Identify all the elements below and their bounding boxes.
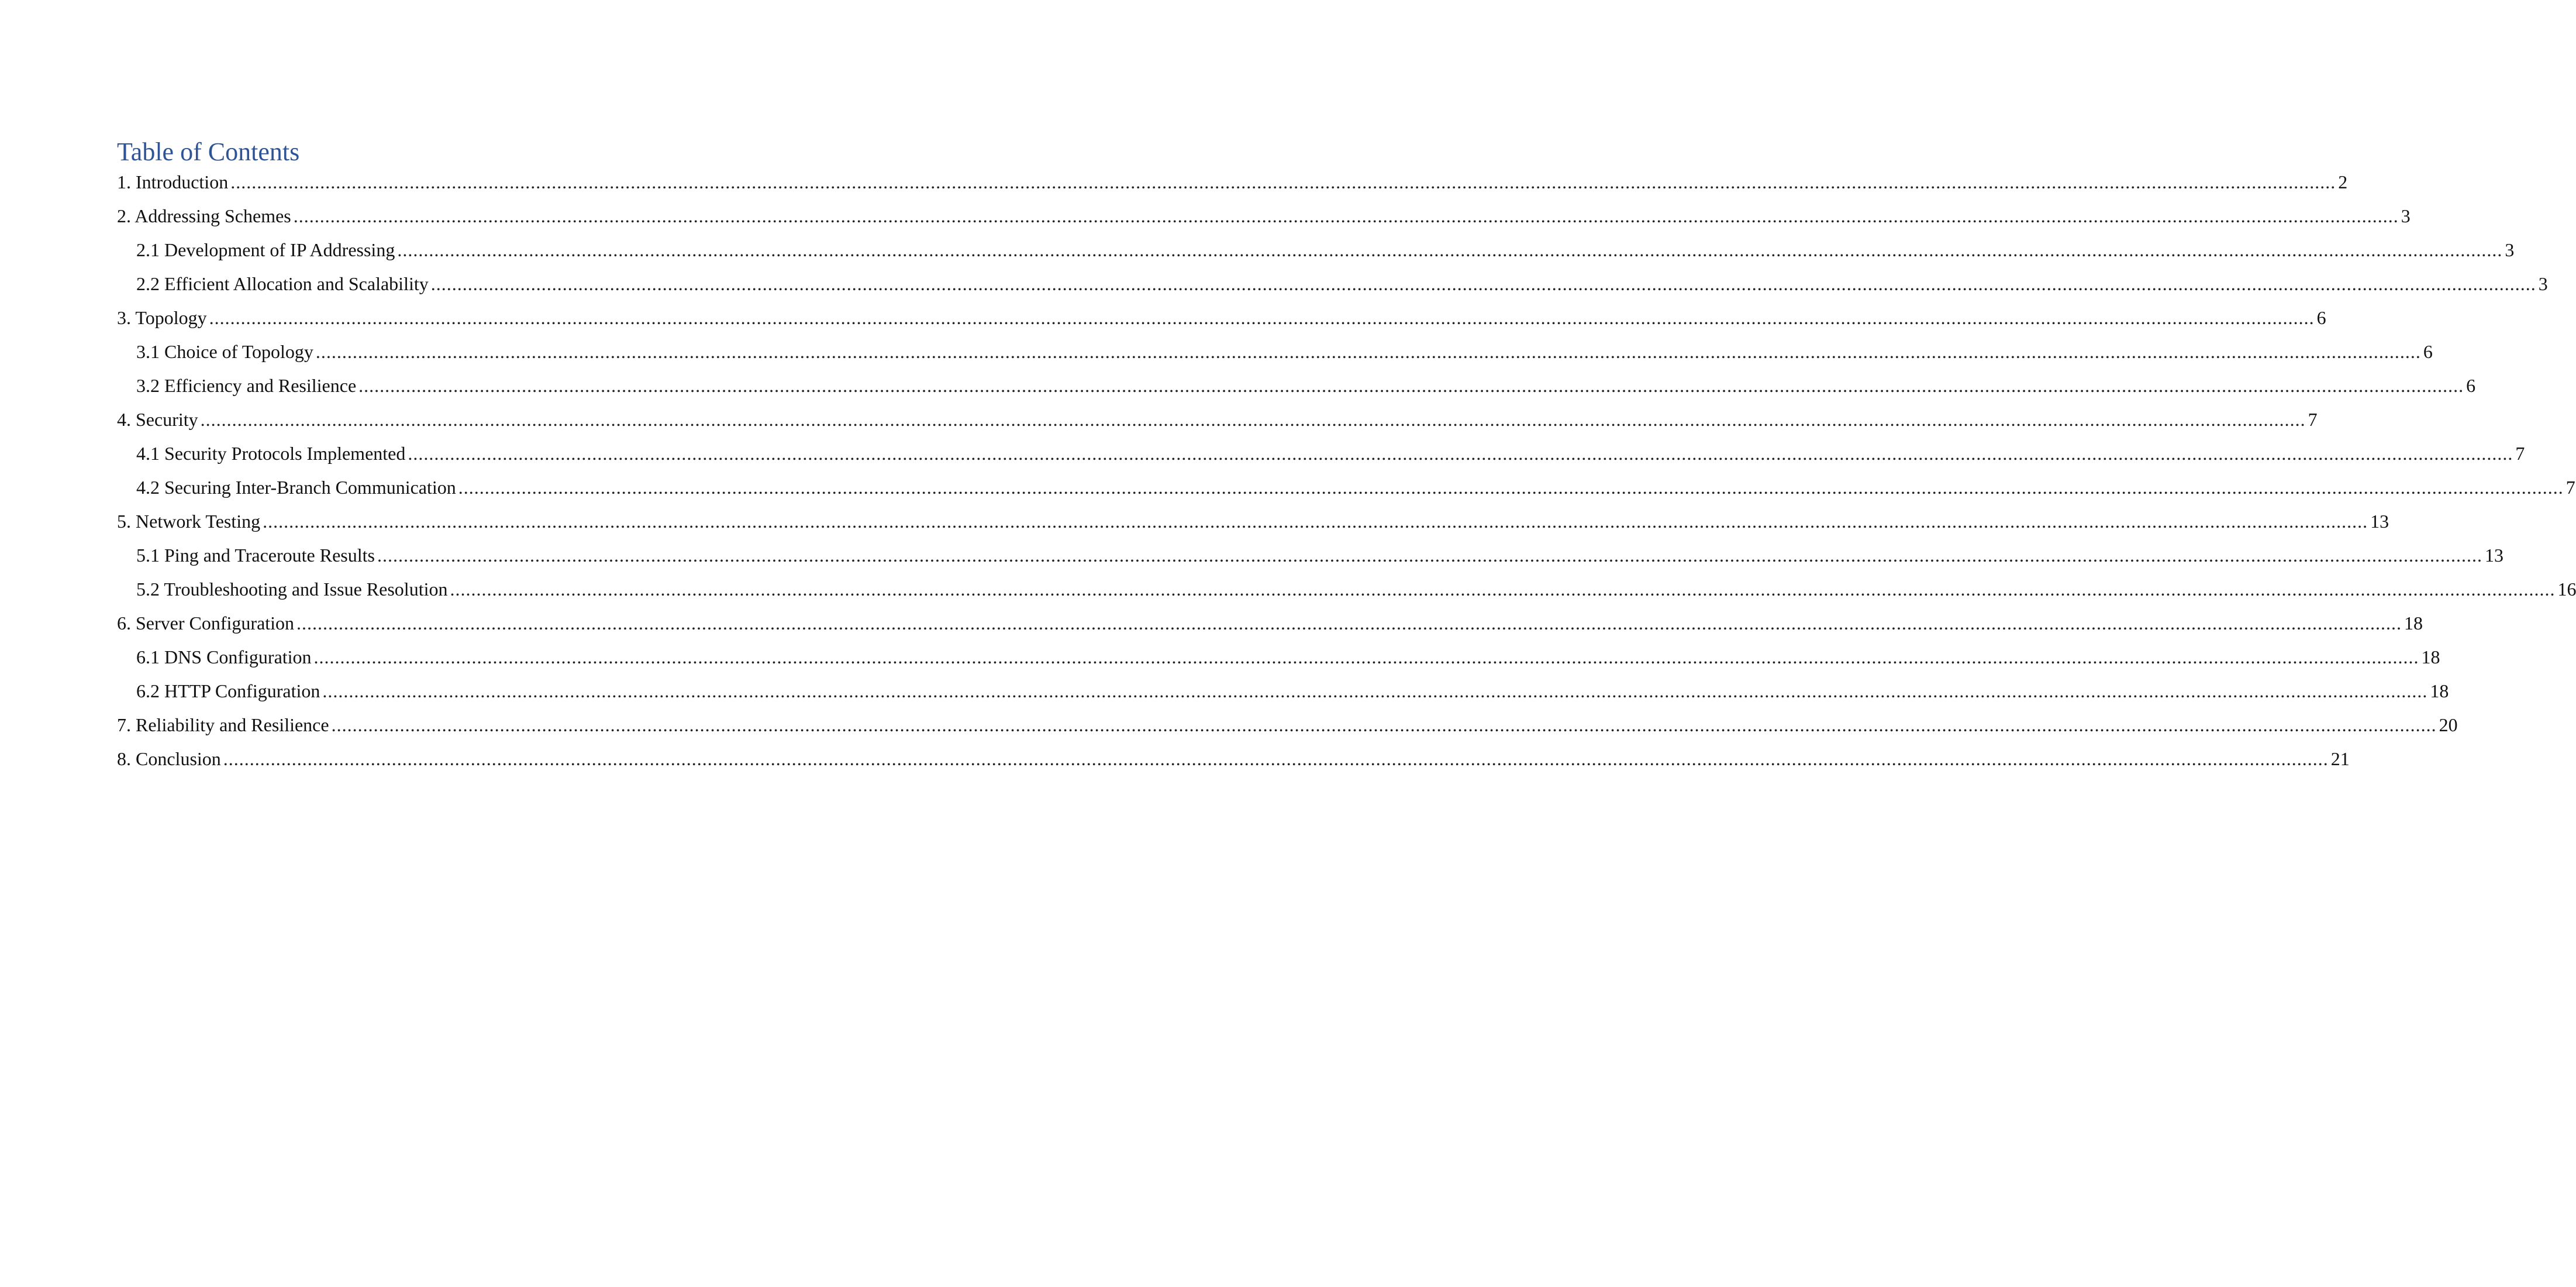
- toc-dot-leader: ................................................................................................................................................................................................................................................................................................................................................................................................................: [377, 545, 2482, 566]
- toc-entry-page: 7: [2565, 477, 2575, 498]
- toc-entry-label: 4.1 Security Protocols Implemented: [136, 443, 406, 464]
- toc-entry[interactable]: [117, 402, 2318, 436]
- toc-entry-page: 3: [2538, 273, 2548, 294]
- toc-entry[interactable]: [117, 674, 2449, 708]
- toc-entry-label: 3.1 Choice of Topology: [136, 341, 313, 362]
- toc-dot-leader: ................................................................................................................................................................................................................................................................................................................................................................................................................: [313, 646, 2419, 667]
- toc-entry-page: 21: [2330, 748, 2350, 769]
- toc-entry-label: 3. Topology: [117, 307, 207, 328]
- toc-entry[interactable]: [117, 504, 2389, 538]
- toc-dot-leader: ................................................................................................................................................................................................................................................................................................................................................................................................................: [458, 477, 2564, 498]
- toc-entry-label: 5.2 Troubleshooting and Issue Resolution: [136, 579, 448, 600]
- toc-dot-leader: ................................................................................................................................................................................................................................................................................................................................................................................................................: [331, 714, 2437, 735]
- toc-entry-page: 18: [2430, 680, 2449, 701]
- toc-entry-page: 18: [2421, 646, 2440, 667]
- toc-dot-leader: ................................................................................................................................................................................................................................................................................................................................................................................................................: [200, 409, 2306, 430]
- toc-dot-leader: ................................................................................................................................................................................................................................................................................................................................................................................................................: [209, 307, 2315, 328]
- toc-entry-page: 18: [2404, 612, 2423, 634]
- toc-entry[interactable]: [117, 538, 2503, 572]
- toc-entry-label: 2. Addressing Schemes: [117, 205, 291, 226]
- toc-entry-label: 6.2 HTTP Configuration: [136, 680, 320, 701]
- toc-entry-label: 7. Reliability and Resilience: [117, 714, 329, 735]
- toc-entry-label: 8. Conclusion: [117, 748, 221, 769]
- toc-entry-page: 6: [2423, 341, 2433, 362]
- toc-entry[interactable]: [117, 436, 2525, 470]
- toc-list: [117, 165, 2576, 776]
- toc-entry-label: 4.2 Securing Inter-Branch Communication: [136, 477, 456, 498]
- toc-dot-leader: ................................................................................................................................................................................................................................................................................................................................................................................................................: [358, 375, 2464, 396]
- toc-entry[interactable]: [117, 301, 2326, 335]
- toc-dot-leader: ................................................................................................................................................................................................................................................................................................................................................................................................................: [450, 579, 2556, 600]
- toc-entry[interactable]: [117, 606, 2423, 640]
- toc-entry-label: 2.2 Efficient Allocation and Scalability: [136, 273, 429, 294]
- toc-dot-leader: ................................................................................................................................................................................................................................................................................................................................................................................................................: [263, 511, 2368, 532]
- toc-entry-page: 20: [2439, 714, 2458, 735]
- toc-dot-leader: ................................................................................................................................................................................................................................................................................................................................................................................................................: [230, 171, 2336, 192]
- toc-dot-leader: ................................................................................................................................................................................................................................................................................................................................................................................................................: [223, 748, 2329, 769]
- toc-entry-label: 2.1 Development of IP Addressing: [136, 239, 395, 260]
- toc-entry-page: 3: [2401, 205, 2411, 226]
- toc-entry[interactable]: [117, 742, 2350, 776]
- toc-entry-label: 4. Security: [117, 409, 198, 430]
- toc-entry[interactable]: [117, 572, 2576, 606]
- toc-dot-leader: ................................................................................................................................................................................................................................................................................................................................................................................................................: [430, 273, 2536, 294]
- toc-entry-label: 3.2 Efficiency and Resilience: [136, 375, 357, 396]
- toc-entry[interactable]: [117, 233, 2515, 267]
- toc-title: Table of Contents: [117, 137, 300, 166]
- toc-dot-leader: ................................................................................................................................................................................................................................................................................................................................................................................................................: [315, 341, 2421, 362]
- toc-entry[interactable]: [117, 267, 2548, 301]
- toc-dot-leader: ................................................................................................................................................................................................................................................................................................................................................................................................................: [397, 239, 2503, 260]
- toc-entry-label: 6. Server Configuration: [117, 612, 295, 634]
- toc-entry-label: 6.1 DNS Configuration: [136, 646, 312, 667]
- toc-entry[interactable]: [117, 199, 2411, 233]
- toc-entry[interactable]: [117, 640, 2440, 674]
- toc-entry[interactable]: [117, 165, 2348, 199]
- toc-entry-page: 13: [2370, 511, 2389, 532]
- toc-dot-leader: ................................................................................................................................................................................................................................................................................................................................................................................................................: [293, 205, 2399, 226]
- toc-dot-leader: ................................................................................................................................................................................................................................................................................................................................................................................................................: [296, 612, 2402, 634]
- toc-entry-page: 6: [2466, 375, 2476, 396]
- toc-entry-label: 1. Introduction: [117, 171, 229, 192]
- toc-entry-page: 7: [2308, 409, 2318, 430]
- toc-entry[interactable]: [117, 369, 2476, 402]
- toc-dot-leader: ................................................................................................................................................................................................................................................................................................................................................................................................................: [322, 680, 2428, 701]
- toc-entry-page: 7: [2515, 443, 2525, 464]
- toc-entry-page: 13: [2484, 545, 2503, 566]
- toc-entry-page: 6: [2316, 307, 2326, 328]
- toc-entry[interactable]: [117, 708, 2458, 742]
- toc-entry-label: 5. Network Testing: [117, 511, 261, 532]
- toc-entry-page: 3: [2505, 239, 2515, 260]
- toc-dot-leader: ................................................................................................................................................................................................................................................................................................................................................................................................................: [408, 443, 2513, 464]
- toc-entry-page: 2: [2338, 171, 2348, 192]
- toc-entry[interactable]: [117, 470, 2575, 504]
- toc-entry-label: 5.1 Ping and Traceroute Results: [136, 545, 375, 566]
- toc-entry[interactable]: [117, 335, 2433, 369]
- toc-entry-page: 16: [2557, 579, 2576, 600]
